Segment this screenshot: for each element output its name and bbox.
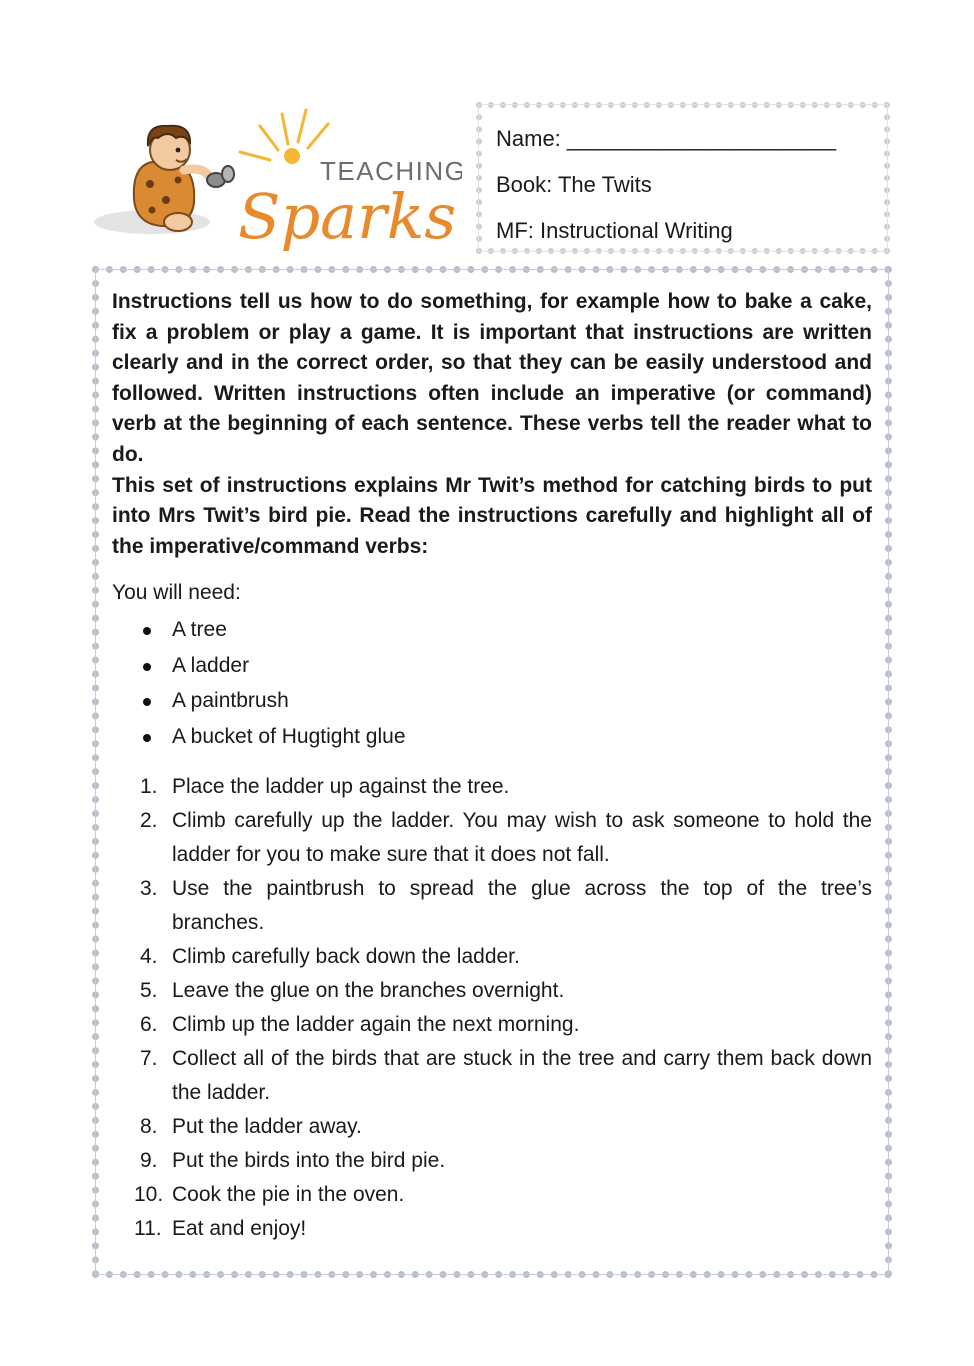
step-item: 5. Leave the glue on the branches overnight. [140, 979, 565, 1003]
bullet-icon [143, 698, 151, 706]
instruction-steps [112, 770, 872, 1246]
bullet-icon [143, 663, 151, 671]
step-item: 9. Put the birds into the bird pie. [140, 1149, 446, 1173]
bullet-icon [143, 627, 151, 635]
intro-paragraph-2: This set of instructions explains Mr Twit’s method for catching birds to put into Mrs Twit’s bird pie. Read the instructions carefully and highlight all of the imperative/command verbs: [112, 473, 872, 558]
logo-teaching-text: TEACHING [320, 156, 462, 186]
list-item: A bucket of Hugtight glue [112, 719, 872, 755]
mf-label: MF: Instructional Writing [496, 218, 733, 243]
step-item: 8. Put the ladder away. [140, 1115, 362, 1139]
intro-text [112, 287, 872, 562]
step-item: 1. Place the ladder up against the tree. [140, 775, 510, 799]
logo-sparks-text: Sparks [238, 180, 457, 253]
name-field[interactable]: Name: ______________________ [496, 126, 837, 151]
step-item: 3. Use the paintbrush to spread the glue across the top of the tree’s branches. [140, 877, 872, 935]
list-item: A paintbrush [112, 683, 872, 719]
intro-paragraph-1: Instructions tell us how to do something, for example how to bake a cake, fix a problem or play a game. It is important that instructions are written clearly and in the correct order, so that they can be easily understood and followed. Written instructions often include an imperative (or command) verb at the beginning of each sentence. These verbs tell the reader what to do. [112, 290, 872, 466]
student-info-box [476, 102, 890, 254]
step-item: 7. Collect all of the birds that are stuck in the tree and carry them back down the ladder. [140, 1047, 872, 1105]
step-item: 2. Climb carefully up the ladder. You may wish to ask someone to hold the ladder for you to make sure that it does not fall. [140, 809, 872, 867]
list-item: A ladder [112, 648, 872, 684]
list-item: A tree [112, 612, 872, 648]
needs-list [112, 612, 872, 754]
book-title: Book: The Twits [496, 172, 652, 197]
worksheet-content [92, 266, 892, 1278]
step-item: 10. Cook the pie in the oven. [134, 1183, 405, 1207]
step-item: 6. Climb up the ladder again the next morning. [140, 1013, 580, 1037]
you-will-need-heading: You will need: [112, 581, 241, 605]
step-item: 11. Eat and enjoy! [134, 1217, 307, 1241]
teaching-sparks-logo [92, 104, 462, 254]
step-item: 4. Climb carefully back down the ladder. [140, 945, 520, 969]
bullet-icon [143, 734, 151, 742]
caveman-mascot-icon [92, 104, 462, 254]
